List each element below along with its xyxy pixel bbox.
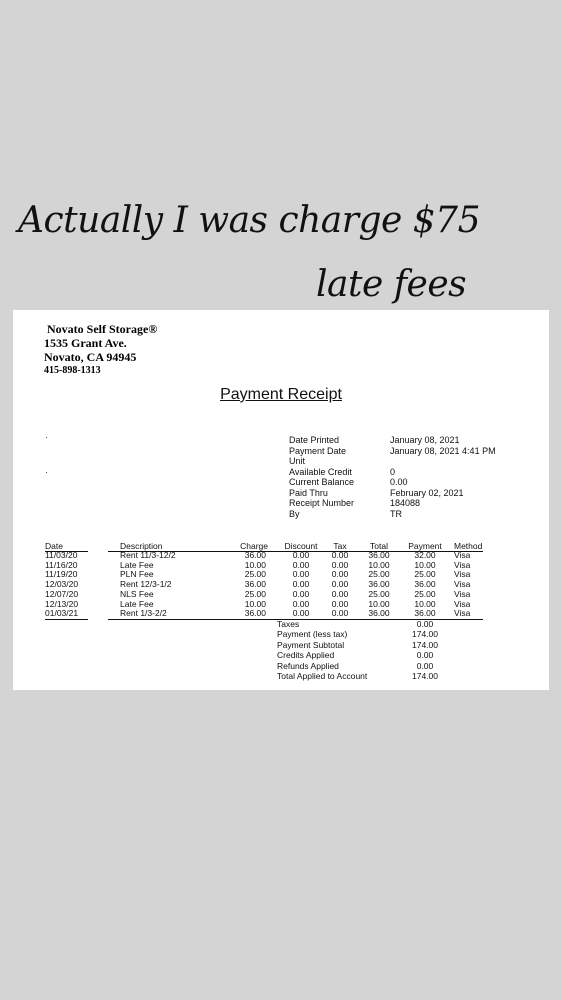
col-header-charge: Charge xyxy=(240,541,268,551)
summary-label: Payment (less tax) xyxy=(277,629,348,640)
cell-charge: 36.00 xyxy=(244,579,266,590)
summary-label: Credits Applied xyxy=(277,650,335,661)
cell-payment: 25.00 xyxy=(414,569,436,580)
cell-date: 11/03/20 xyxy=(45,550,78,560)
cell-method: Visa xyxy=(454,550,471,560)
cell-discount: 0.00 xyxy=(292,569,310,580)
info-value: TR xyxy=(390,508,402,519)
table-bottom-rule xyxy=(45,619,88,620)
store-city: Novato, CA 94945 xyxy=(44,350,137,364)
cell-charge: 25.00 xyxy=(244,588,266,599)
summary-labels xyxy=(277,619,367,681)
cell-description: PLN Fee xyxy=(120,569,154,580)
info-value: 0 xyxy=(390,466,396,477)
column-tax xyxy=(325,551,355,619)
cell-date: 11/16/20 xyxy=(45,559,78,570)
summary-label: Refunds Applied xyxy=(277,660,339,671)
cell-tax: 0.00 xyxy=(331,598,349,609)
cell-total: 25.00 xyxy=(368,569,390,580)
cell-charge: 36.00 xyxy=(244,550,266,560)
cell-discount: 0.00 xyxy=(292,579,310,590)
cell-charge: 10.00 xyxy=(244,598,266,609)
cell-total: 10.00 xyxy=(368,559,390,570)
cell-payment: 25.00 xyxy=(414,588,436,599)
info-value: February 02, 2021 xyxy=(390,487,464,498)
cell-date: 01/03/21 xyxy=(45,608,79,619)
cell-total: 25.00 xyxy=(368,588,390,599)
column-charge xyxy=(235,551,266,619)
cell-description: Rent 11/3-12/2 xyxy=(120,550,176,560)
info-label: Paid Thru xyxy=(289,487,328,498)
cell-date: 12/13/20 xyxy=(45,598,79,609)
cell-discount: 0.00 xyxy=(292,559,310,570)
summary-value: 174.00 xyxy=(412,629,438,640)
store-phone: 415-898-1313 xyxy=(44,365,101,376)
column-date xyxy=(45,551,78,619)
cell-total: 36.00 xyxy=(368,579,390,590)
cell-charge: 10.00 xyxy=(244,559,266,570)
store-street: 1535 Grant Ave. xyxy=(44,336,127,350)
column-total xyxy=(363,551,395,619)
cell-charge: 36.00 xyxy=(244,608,266,619)
info-label: Date Printed xyxy=(289,435,340,445)
column-method xyxy=(454,551,470,619)
info-value xyxy=(390,456,496,467)
cell-tax: 0.00 xyxy=(331,550,349,560)
cell-method: Visa xyxy=(454,598,471,609)
cell-date: 12/07/20 xyxy=(45,588,79,599)
col-header-discount: Discount xyxy=(284,541,318,551)
cell-discount: 0.00 xyxy=(292,588,310,599)
info-values xyxy=(390,435,496,519)
info-label: By xyxy=(289,508,300,519)
cell-method: Visa xyxy=(454,559,471,570)
summary-value: 0.00 xyxy=(416,650,434,661)
summary-value: 174.00 xyxy=(412,639,438,650)
column-description xyxy=(120,551,176,619)
summary-values xyxy=(407,619,443,681)
cell-description: Late Fee xyxy=(120,598,154,609)
info-value: January 08, 2021 4:41 PM xyxy=(390,445,496,456)
cell-description: Late Fee xyxy=(120,559,154,570)
cell-payment: 36.00 xyxy=(414,608,436,619)
caption-line-2: late fees xyxy=(316,264,467,305)
cell-payment: 32.00 xyxy=(414,550,436,560)
cell-payment: 10.00 xyxy=(414,559,436,570)
info-value: 184088 xyxy=(390,498,421,508)
col-header-payment: Payment xyxy=(408,541,442,551)
column-discount xyxy=(283,551,319,619)
cell-tax: 0.00 xyxy=(331,579,349,590)
summary-label: Payment Subtotal xyxy=(277,639,345,650)
col-header-date: Date xyxy=(45,541,63,551)
summary-value: 0.00 xyxy=(416,619,434,629)
info-value: 0.00 xyxy=(390,477,408,487)
cell-total: 36.00 xyxy=(368,550,390,560)
info-value: January 08, 2021 xyxy=(390,435,460,445)
caption-line-1: Actually I was charge $75 xyxy=(18,200,480,241)
col-header-method: Method xyxy=(454,541,483,551)
cell-description: Rent 12/3-1/2 xyxy=(120,579,172,590)
cell-tax: 0.00 xyxy=(331,588,349,599)
receipt-title: Payment Receipt xyxy=(220,386,342,403)
summary-label: Total Applied to Account xyxy=(277,671,368,682)
info-label: Payment Date xyxy=(289,445,347,456)
cell-discount: 0.00 xyxy=(292,598,310,609)
info-label: Current Balance xyxy=(289,477,355,487)
cell-discount: 0.00 xyxy=(292,608,310,619)
cell-charge: 25.00 xyxy=(244,569,266,580)
cell-total: 10.00 xyxy=(368,598,390,609)
col-header-total: Total xyxy=(370,541,388,551)
scan-mark: · xyxy=(45,467,48,477)
info-label: Available Credit xyxy=(289,466,352,477)
cell-tax: 0.00 xyxy=(331,559,349,570)
info-label: Unit xyxy=(289,456,306,466)
cell-method: Visa xyxy=(454,588,471,599)
cell-discount: 0.00 xyxy=(292,550,310,560)
cell-payment: 10.00 xyxy=(414,598,436,609)
col-header-description: Description xyxy=(120,541,163,551)
col-header-tax: Tax xyxy=(333,541,347,551)
cell-date: 12/03/20 xyxy=(45,579,79,590)
cell-description: Rent 1/3-2/2 xyxy=(120,608,167,619)
receipt-document xyxy=(13,310,549,690)
cell-tax: 0.00 xyxy=(331,569,349,580)
cell-method: Visa xyxy=(454,608,471,619)
summary-label: Taxes xyxy=(277,619,300,629)
info-labels xyxy=(289,435,354,519)
cell-date: 11/19/20 xyxy=(45,569,78,580)
store-name: Novato Self Storage® xyxy=(47,322,158,336)
cell-description: NLS Fee xyxy=(120,588,154,599)
info-label: Receipt Number xyxy=(289,498,355,508)
cell-method: Visa xyxy=(454,569,471,580)
store-address xyxy=(44,322,157,377)
cell-payment: 36.00 xyxy=(414,579,436,590)
column-payment xyxy=(407,551,443,619)
summary-value: 174.00 xyxy=(412,671,438,682)
cell-method: Visa xyxy=(454,579,471,590)
cell-total: 36.00 xyxy=(368,608,390,619)
caption-area xyxy=(0,0,562,310)
summary-value: 0.00 xyxy=(416,660,434,671)
scan-mark: · xyxy=(45,432,48,442)
cell-tax: 0.00 xyxy=(331,608,349,619)
